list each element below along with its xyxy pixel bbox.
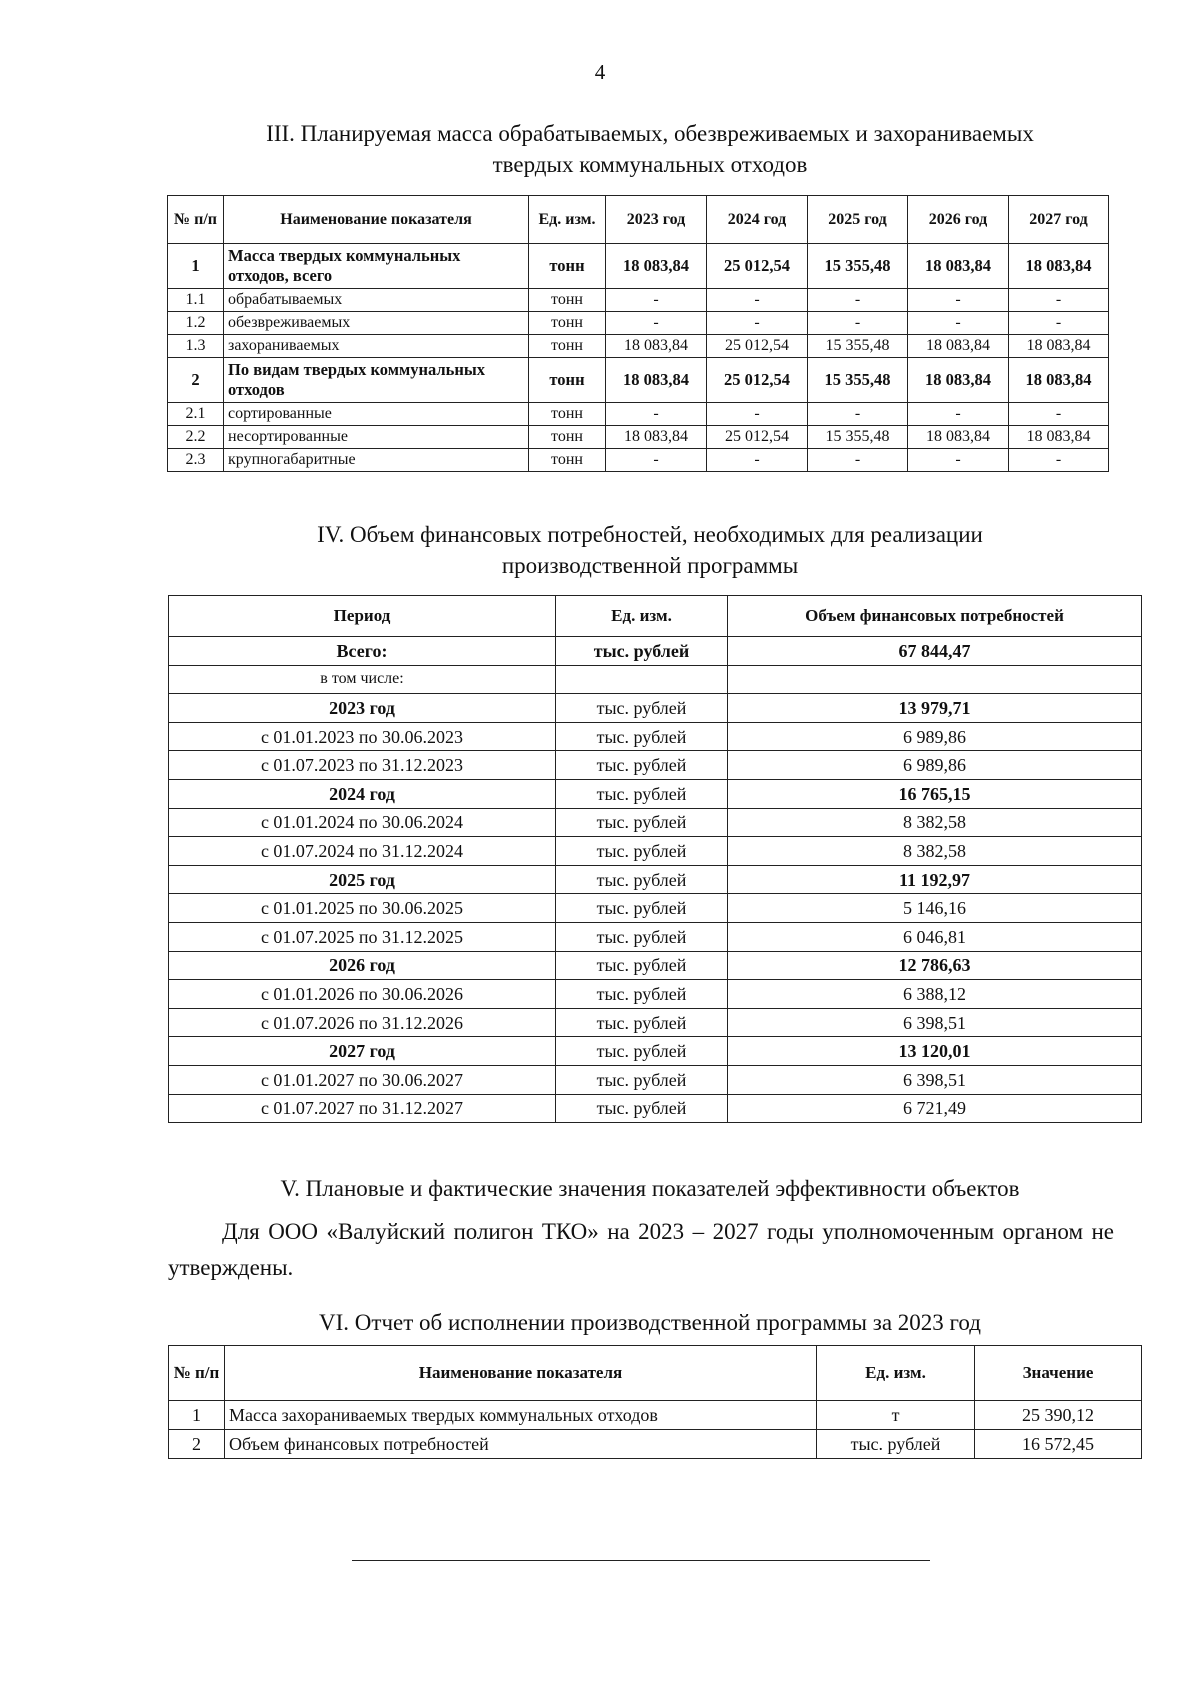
value-cell	[728, 665, 1142, 694]
section3-title-line1: III. Планируемая масса обрабатываемых, обезвреживаемых и захораниваемых	[266, 121, 1034, 146]
value-cell: -	[908, 312, 1009, 335]
period-cell: с 01.01.2027 по 30.06.2027	[169, 1065, 556, 1094]
unit-cell: тонн	[529, 335, 606, 358]
indicator-name-cell: Объем финансовых потребностей	[225, 1430, 817, 1459]
table-row	[168, 426, 1109, 449]
value-cell: 25 012,54	[707, 335, 808, 358]
period-cell: в том числе:	[169, 665, 556, 694]
value-cell: 18 083,84	[1009, 426, 1109, 449]
value-cell: -	[908, 289, 1009, 312]
unit-cell: тонн	[529, 289, 606, 312]
value-cell: -	[908, 403, 1009, 426]
period-cell: с 01.07.2023 по 31.12.2023	[169, 751, 556, 780]
unit-cell: тыс. рублей	[556, 837, 728, 866]
header-cell: 2027 год	[1009, 196, 1109, 244]
indicator-name-cell: Масса твердых коммунальных отходов, всего	[224, 244, 529, 289]
header-cell: Значение	[975, 1346, 1142, 1401]
value-cell: 16 572,45	[975, 1430, 1142, 1459]
section5-text	[168, 1214, 1114, 1286]
unit-cell: тонн	[529, 449, 606, 472]
unit-cell: тыс. рублей	[556, 922, 728, 951]
unit-cell: тонн	[529, 244, 606, 289]
indicator-name-cell: обрабатываемых	[224, 289, 529, 312]
value-cell: 18 083,84	[606, 358, 707, 403]
row-number-cell: 2.2	[168, 426, 224, 449]
page-number: 4	[594, 60, 606, 84]
row-number-cell: 2	[169, 1430, 225, 1459]
table-row	[169, 779, 1142, 808]
section4-title-line1: IV. Объем финансовых потребностей, необходимых для реализации	[317, 522, 983, 547]
unit-cell: тыс. рублей	[556, 637, 728, 666]
unit-cell: тыс. рублей	[556, 1008, 728, 1037]
table-row	[169, 694, 1142, 723]
value-cell: 18 083,84	[908, 426, 1009, 449]
header-cell: № п/п	[169, 1346, 225, 1401]
section3-title	[160, 118, 1140, 180]
table-row	[169, 837, 1142, 866]
indicator-name-cell: Масса захораниваемых твердых коммунальных отходов	[225, 1401, 817, 1430]
table-row	[169, 808, 1142, 837]
value-cell: 6 398,51	[728, 1008, 1142, 1037]
table-row	[168, 403, 1109, 426]
unit-cell: тыс. рублей	[556, 1037, 728, 1066]
bottom-rule	[352, 1560, 930, 1561]
header-cell: 2023 год	[606, 196, 707, 244]
unit-cell: тонн	[529, 403, 606, 426]
indicator-name-cell: обезвреживаемых	[224, 312, 529, 335]
value-cell: 25 390,12	[975, 1401, 1142, 1430]
section4-title-line2: производственной программы	[501, 553, 799, 578]
table-row	[169, 1065, 1142, 1094]
unit-cell: тонн	[529, 426, 606, 449]
unit-cell: тыс. рублей	[817, 1430, 975, 1459]
value-cell: -	[707, 289, 808, 312]
period-cell: с 01.07.2025 по 31.12.2025	[169, 922, 556, 951]
value-cell: 67 844,47	[728, 637, 1142, 666]
value-cell: 18 083,84	[1009, 358, 1109, 403]
period-cell: с 01.01.2023 по 30.06.2023	[169, 722, 556, 751]
value-cell: 6 388,12	[728, 980, 1142, 1009]
indicator-name-cell: сортированные	[224, 403, 529, 426]
value-cell: 15 355,48	[808, 426, 908, 449]
period-cell: с 01.01.2024 по 30.06.2024	[169, 808, 556, 837]
value-cell: 6 046,81	[728, 922, 1142, 951]
unit-cell: тыс. рублей	[556, 865, 728, 894]
row-number-cell: 2.1	[168, 403, 224, 426]
section6-title: VI. Отчет об исполнении производственной программы за 2023 год	[319, 1310, 981, 1335]
value-cell: 12 786,63	[728, 951, 1142, 980]
section6-table	[168, 1345, 1142, 1459]
period-cell: с 01.01.2026 по 30.06.2026	[169, 980, 556, 1009]
header-cell: № п/п	[168, 196, 224, 244]
row-number-cell: 1	[168, 244, 224, 289]
table-row	[169, 751, 1142, 780]
unit-cell: тонн	[529, 358, 606, 403]
table-row	[169, 1008, 1142, 1037]
value-cell: 18 083,84	[1009, 335, 1109, 358]
unit-cell: тыс. рублей	[556, 1065, 728, 1094]
table-row	[168, 244, 1109, 289]
table-row	[169, 865, 1142, 894]
section3-table	[167, 195, 1109, 472]
value-cell: -	[808, 403, 908, 426]
section4-table	[168, 595, 1142, 1123]
table-row	[169, 637, 1142, 666]
value-cell: -	[707, 403, 808, 426]
table-row	[169, 894, 1142, 923]
unit-cell: тонн	[529, 312, 606, 335]
value-cell: 18 083,84	[606, 335, 707, 358]
value-cell: 25 012,54	[707, 358, 808, 403]
value-cell: -	[606, 289, 707, 312]
period-cell: 2027 год	[169, 1037, 556, 1066]
unit-cell: тыс. рублей	[556, 1094, 728, 1123]
value-cell: 8 382,58	[728, 808, 1142, 837]
section3-header-row	[168, 196, 1109, 244]
table-row	[168, 449, 1109, 472]
value-cell: 13 120,01	[728, 1037, 1142, 1066]
header-cell: Ед. изм.	[817, 1346, 975, 1401]
value-cell: 15 355,48	[808, 244, 908, 289]
value-cell: 8 382,58	[728, 837, 1142, 866]
value-cell: -	[908, 449, 1009, 472]
period-cell: 2026 год	[169, 951, 556, 980]
header-cell: 2026 год	[908, 196, 1009, 244]
section4-header-row	[169, 596, 1142, 637]
value-cell: 6 721,49	[728, 1094, 1142, 1123]
value-cell: 25 012,54	[707, 426, 808, 449]
value-cell: -	[606, 312, 707, 335]
value-cell: 6 989,86	[728, 722, 1142, 751]
value-cell: -	[1009, 312, 1109, 335]
table-row	[169, 1037, 1142, 1066]
table-row	[169, 1094, 1142, 1123]
value-cell: 18 083,84	[908, 244, 1009, 289]
value-cell: 18 083,84	[606, 426, 707, 449]
unit-cell: тыс. рублей	[556, 694, 728, 723]
indicator-name-cell: захораниваемых	[224, 335, 529, 358]
value-cell: 15 355,48	[808, 335, 908, 358]
table-row	[169, 980, 1142, 1009]
value-cell: 6 398,51	[728, 1065, 1142, 1094]
row-number-cell: 1.1	[168, 289, 224, 312]
table-row	[169, 922, 1142, 951]
value-cell: 6 989,86	[728, 751, 1142, 780]
value-cell: 5 146,16	[728, 894, 1142, 923]
header-cell: Наименование показателя	[224, 196, 529, 244]
section5-title: V. Плановые и фактические значения показателей эффективности объектов	[280, 1176, 1020, 1201]
table-row	[169, 1430, 1142, 1459]
value-cell: -	[707, 449, 808, 472]
period-cell: с 01.07.2026 по 31.12.2026	[169, 1008, 556, 1037]
value-cell: -	[808, 312, 908, 335]
table-row	[169, 665, 1142, 694]
table-row	[169, 1401, 1142, 1430]
section4-title	[160, 519, 1140, 581]
header-cell: 2025 год	[808, 196, 908, 244]
value-cell: -	[1009, 403, 1109, 426]
value-cell: 11 192,97	[728, 865, 1142, 894]
header-cell: Ед. изм.	[556, 596, 728, 637]
table-row	[168, 289, 1109, 312]
period-cell: 2023 год	[169, 694, 556, 723]
period-cell: с 01.07.2027 по 31.12.2027	[169, 1094, 556, 1123]
table-row	[168, 335, 1109, 358]
period-cell: с 01.01.2025 по 30.06.2025	[169, 894, 556, 923]
period-cell: 2025 год	[169, 865, 556, 894]
value-cell: -	[606, 403, 707, 426]
header-cell: 2024 год	[707, 196, 808, 244]
header-cell: Наименование показателя	[225, 1346, 817, 1401]
section5-text-body: Для ООО «Валуйский полигон ТКО» на 2023 – 2027 годы уполномоченным органом не утверждены.	[168, 1219, 1114, 1280]
header-cell: Объем финансовых потребностей	[728, 596, 1142, 637]
value-cell: 16 765,15	[728, 779, 1142, 808]
section3-title-line2: твердых коммунальных отходов	[492, 152, 808, 177]
value-cell: 18 083,84	[606, 244, 707, 289]
period-cell: с 01.07.2024 по 31.12.2024	[169, 837, 556, 866]
value-cell: 15 355,48	[808, 358, 908, 403]
header-cell: Ед. изм.	[529, 196, 606, 244]
value-cell: -	[707, 312, 808, 335]
value-cell: -	[808, 289, 908, 312]
value-cell: -	[1009, 289, 1109, 312]
table-row	[168, 312, 1109, 335]
value-cell: 13 979,71	[728, 694, 1142, 723]
unit-cell: т	[817, 1401, 975, 1430]
indicator-name-cell: крупногабаритные	[224, 449, 529, 472]
row-number-cell: 1.2	[168, 312, 224, 335]
row-number-cell: 1.3	[168, 335, 224, 358]
period-cell: 2024 год	[169, 779, 556, 808]
period-cell: Всего:	[169, 637, 556, 666]
unit-cell: тыс. рублей	[556, 894, 728, 923]
section6-header-row	[169, 1346, 1142, 1401]
row-number-cell: 2	[168, 358, 224, 403]
value-cell: 25 012,54	[707, 244, 808, 289]
value-cell: 18 083,84	[908, 335, 1009, 358]
row-number-cell: 2.3	[168, 449, 224, 472]
unit-cell: тыс. рублей	[556, 951, 728, 980]
indicator-name-cell: По видам твердых коммунальных отходов	[224, 358, 529, 403]
unit-cell: тыс. рублей	[556, 779, 728, 808]
table-row	[169, 951, 1142, 980]
table-row	[169, 722, 1142, 751]
unit-cell: тыс. рублей	[556, 722, 728, 751]
unit-cell: тыс. рублей	[556, 808, 728, 837]
indicator-name-cell: несортированные	[224, 426, 529, 449]
value-cell: 18 083,84	[1009, 244, 1109, 289]
value-cell: -	[1009, 449, 1109, 472]
value-cell: -	[606, 449, 707, 472]
table-row	[168, 358, 1109, 403]
value-cell: 18 083,84	[908, 358, 1009, 403]
value-cell: -	[808, 449, 908, 472]
row-number-cell: 1	[169, 1401, 225, 1430]
unit-cell: тыс. рублей	[556, 751, 728, 780]
header-cell: Период	[169, 596, 556, 637]
unit-cell	[556, 665, 728, 694]
unit-cell: тыс. рублей	[556, 980, 728, 1009]
